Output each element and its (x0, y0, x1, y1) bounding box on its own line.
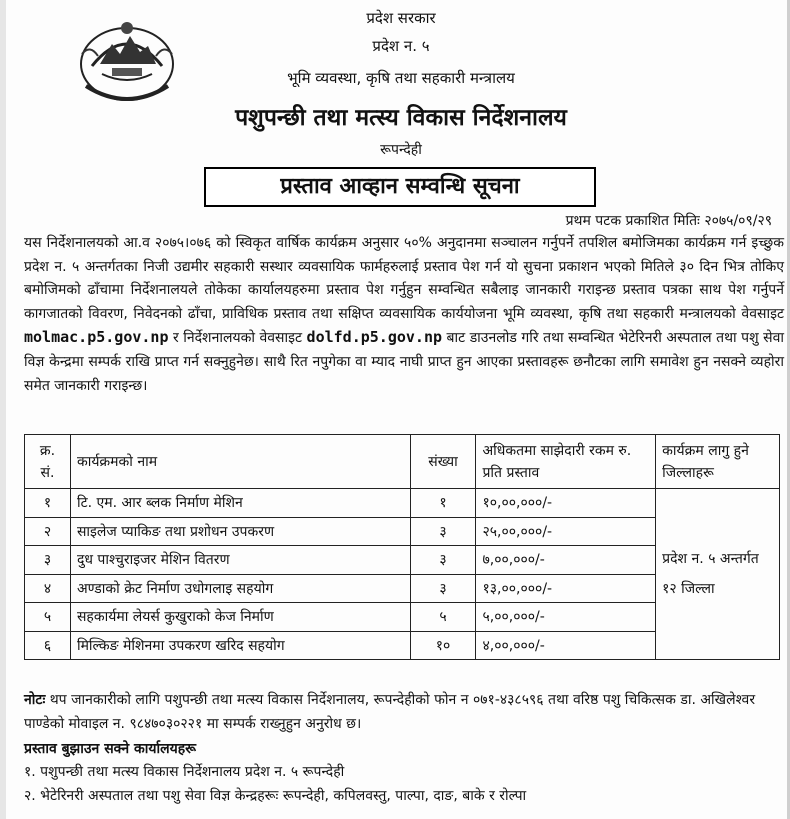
header-amount: अधिकतमा साझेदारी रकम रु. प्रति प्रस्ताव (476, 435, 656, 489)
row-program-name: दुध पाश्चुराइजर मेशिन वितरण (70, 546, 410, 575)
row-sn: १ (25, 489, 71, 518)
notice-body (24, 232, 784, 398)
header-location: रूपन्देही (380, 142, 422, 158)
offices-title: प्रस्ताव बुझाउन सक्ने कार्यालयहरू (24, 741, 197, 757)
ministry-website: molmac.p5.gov.np (24, 328, 169, 347)
office-item-1: १. पशुपन्छी तथा मत्स्य विकास निर्देशनालय प्रदेश न. ५ रूपन्देही (24, 764, 345, 780)
body-text-2: र निर्देशनालयको वेवसाइट (168, 330, 307, 347)
header-province-number: प्रदेश न. ५ (372, 37, 430, 55)
row-amount: १३,००,०००/- (476, 574, 656, 603)
row-count: १० (410, 631, 476, 660)
row-sn: ४ (25, 574, 71, 603)
row-sn: २ (25, 517, 71, 546)
row-amount: ४,००,०००/- (476, 631, 656, 660)
row-amount: ७,००,०००/- (476, 546, 656, 575)
header-district: कार्यक्रम लागु हुने जिल्लाहरू (656, 435, 780, 489)
office-item-2: २. भेटेरिनरी अस्पताल तथा पशु सेवा विज्ञ केन्द्रहरूः रूपन्देही, कपिलवस्तु, पाल्पा, दाङ, बाके र रोल्पा (24, 788, 527, 804)
row-amount: १०,००,०००/- (476, 489, 656, 518)
header-count: संख्या (410, 435, 476, 489)
row-count: ३ (410, 574, 476, 603)
program-table (24, 434, 780, 660)
note-text: थप जानकारीको लागि पशुपन्छी तथा मत्स्य विकास निर्देशनालय, रूपन्देहीको फोन न ०७१-४३८५९६ तथा वरिष्ठ पशु चिकित्सक डा. अखिलेश्वर पाण्डेको मोवाइल न. ९८४७०३०२२१ मा सम्पर्क राख्नुहुन अनुरोध छ। (24, 692, 756, 732)
row-sn: ३ (25, 546, 71, 575)
body-text-1: यस निर्देशनालयको आ.व २०७५।०७६ को स्विकृत वार्षिक कार्यक्रम अनुसार ५०% अनुदानमा सञ्चालन गर्नुपर्ने तपशिल बमोजिमका कार्यक्रम गर्न इच्छुक प्रदेश न. ५ अन्तर्गतका निजी उद्यमीर सहकारी सस्थार व्यवसायिक फार्महरुलाई प्रस्ताव पेश गर्न यो सुचना प्रकाशन भएको मितिले ३० दिन भित्र तोकिए बमोजिमको ढाँचामा निर्देशनालयले तोकेका कार्यालयहरुमा प्रस्ताव पेश गर्नुहुन सम्वन्धित सबैलाइ जानकारी गराइन्छ प्रस्ताव पत्रका साथ पेश गर्नुपर्ने कागजातको विवरण, निवेदनको ढाँचा, प्राविधिक प्रस्ताव तथा सक्षिप्त व्यवसायिक कार्ययोजना भूमि व्यवस्था, कृषि तथा सहकारी मन्त्रालयको वेवसाइट (24, 235, 784, 322)
contact-note (24, 688, 784, 736)
row-program-name: अण्डाको क्रेट निर्माण उधोगलाइ सहयोग (70, 574, 410, 603)
notice-title: प्रस्ताव आव्हान सम्वन्धि सूचना (204, 167, 596, 207)
header-province-government: प्रदेश सरकार (366, 9, 436, 27)
table-header-row (25, 435, 780, 489)
header-ministry: भूमि व्यवस्था, कृषि तथा सहकारी मन्त्रालय (287, 69, 515, 87)
row-sn: ६ (25, 631, 71, 660)
row-sn: ५ (25, 603, 71, 632)
row-program-name: टि. एम. आर ब्लक निर्माण मेशिन (70, 489, 410, 518)
row-amount: ५,००,०००/- (476, 603, 656, 632)
note-label: नोटः (24, 692, 46, 708)
publication-date: प्रथम पटक प्रकाशित मितिः २०७५/०९/२९ (565, 213, 772, 229)
header-directorate: पशुपन्छी तथा मत्स्य विकास निर्देशनालय (235, 105, 567, 131)
row-amount: २५,००,०००/- (476, 517, 656, 546)
row-program-name: मिल्किङ मेशिनमा उपकरण खरिद सहयोग (70, 631, 410, 660)
row-count: ३ (410, 517, 476, 546)
table-row (25, 489, 780, 518)
header-program-name: कार्यक्रमको नाम (70, 435, 410, 489)
row-count: ५ (410, 603, 476, 632)
body-text-3: बाट डाउनलोड गरि तथा सम्वन्धित भेटेरिनरी अस्पताल तथा पशु सेवा विज्ञ केन्द्रमा सम्पर्क राखि प्राप्त गर्न सक्नुहुनेछ। साथै रित नपुगेका वा म्याद नाघी प्राप्त हुन आएका प्रस्तावहरू छनौटका लागि समावेश हुन नसक्ने व्यहोरा समेत जानकारी गराइन्छ। (24, 330, 784, 394)
row-count: १ (410, 489, 476, 518)
row-program-name: साइलेज प्याकिङ तथा प्रशोधन उपकरण (70, 517, 410, 546)
row-program-name: सहकार्यमा लेयर्स कुखुराको केज निर्माण (70, 603, 410, 632)
row-count: ३ (410, 546, 476, 575)
row-district: प्रदेश न. ५ अन्तर्गत १२ जिल्ला (656, 489, 780, 660)
header-sn: क्र. सं. (25, 435, 71, 489)
directorate-website: dolfd.p5.gov.np (306, 328, 443, 347)
